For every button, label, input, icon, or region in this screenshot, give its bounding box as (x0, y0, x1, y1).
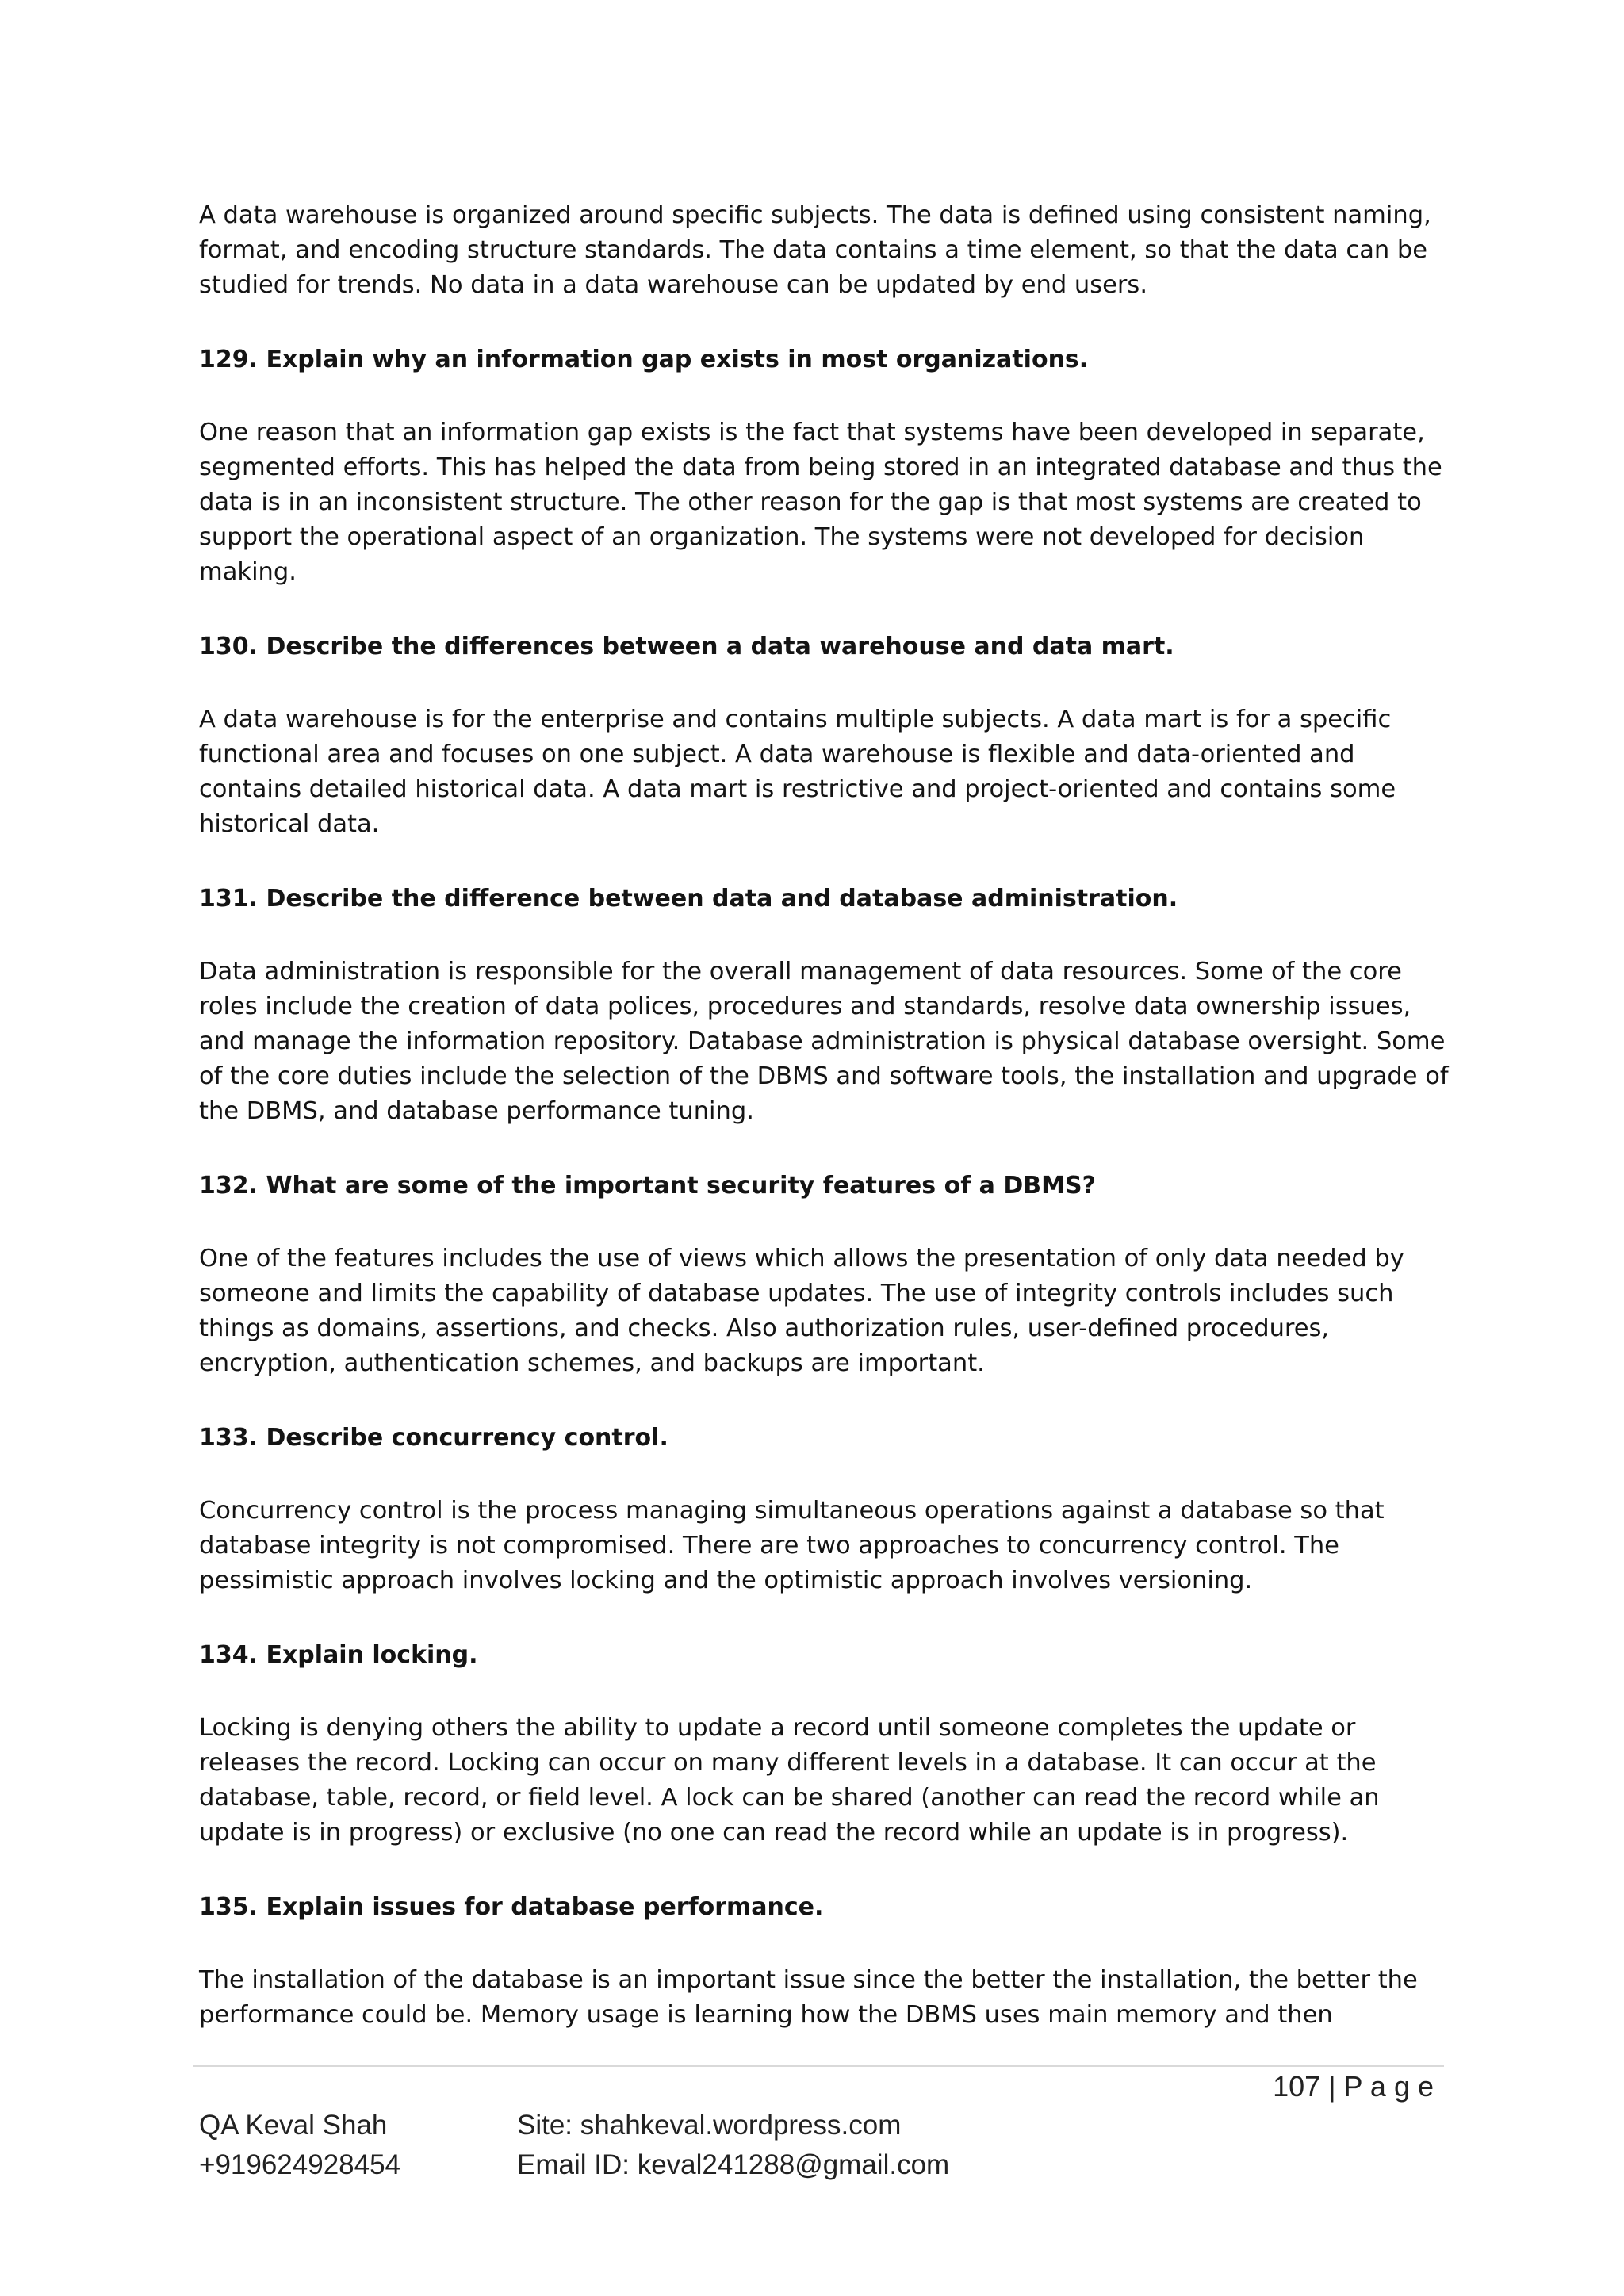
footer-contact (199, 2106, 400, 2185)
question-132: 132. What are some of the important security features of a DBMS? (199, 1172, 1097, 1200)
answer-130: A data warehouse is for the enterprise and contains multiple subjects. A data mart is for a specific functional area and focuses on one subject. A data warehouse is flexible and data-oriented and contains detailed historical data. A data mart is restrictive and project-oriented and contains some historical data. (199, 706, 1396, 838)
answer-131: Data administration is responsible for the overall management of data resources. Some of the core roles include the creation of data polices, procedures and standards, resolve data ownership issues, and manage the information repository. Database administration is physical database oversight. Some of the core duties include the selection of the DBMS and software tools, the installation and upgrade of the DBMS, and database performance tuning. (199, 958, 1449, 1125)
footer-phone: +919624928454 (199, 2149, 401, 2180)
footer-email: Email ID: keval241288@gmail.com (517, 2149, 950, 2180)
footer-divider (193, 2065, 1444, 2067)
question-133: 133. Describe concurrency control. (199, 1424, 668, 1452)
footer-site: Site: shahkeval.wordpress.com (517, 2110, 902, 2141)
question-129: 129. Explain why an information gap exists in most organizations. (199, 346, 1089, 373)
answer-132: One of the features includes the use of views which allows the presentation of only data needed by someone and limits the capability of database updates. The use of integrity controls includes such things as domains, assertions, and checks. Also authorization rules, user-defined procedures, encryption, authentication schemes, and backups are important. (199, 1245, 1404, 1377)
answer-134: Locking is denying others the ability to update a record until someone completes the update or releases the record. Locking can occur on many different levels in a database. It can occur at the database, table, record, or field level. A lock can be shared (another can read the record while an update is in progress) or exclusive (no one can read the record while an update is in progress). (199, 1714, 1380, 1846)
question-135: 135. Explain issues for database performance. (199, 1893, 824, 1921)
footer-links (517, 2106, 949, 2185)
intro-paragraph: A data warehouse is organized around specific subjects. The data is defined using consistent naming, format, and encoding structure standards. The data contains a time element, so that the data can be studied for trends. No data in a data warehouse can be updated by end users. (199, 201, 1431, 299)
question-131: 131. Describe the difference between data and database administration. (199, 885, 1178, 913)
answer-129: One reason that an information gap exists is the fact that systems have been developed in separate, segmented efforts. This has helped the data from being stored in an integrated database and thus the data is in an inconsistent structure. The other reason for the gap is that most systems are created to support the operational aspect of an organization. The systems were not developed for decision making. (199, 419, 1442, 586)
answer-135: The installation of the database is an important issue since the better the installation, the better the performance could be. Memory usage is learning how the DBMS uses main memory and then (199, 1966, 1418, 2029)
question-134: 134. Explain locking. (199, 1641, 478, 1669)
footer-author: QA Keval Shah (199, 2110, 388, 2141)
question-130: 130. Describe the differences between a data warehouse and data mart. (199, 633, 1174, 660)
answer-133: Concurrency control is the process managing simultaneous operations against a database so that database integrity is not compromised. There are two approaches to concurrency control. The pessimistic approach involves locking and the optimistic approach involves versioning. (199, 1497, 1385, 1594)
document-body (199, 198, 1452, 2033)
page-number: 107 | P a g e (1273, 2070, 1434, 2103)
